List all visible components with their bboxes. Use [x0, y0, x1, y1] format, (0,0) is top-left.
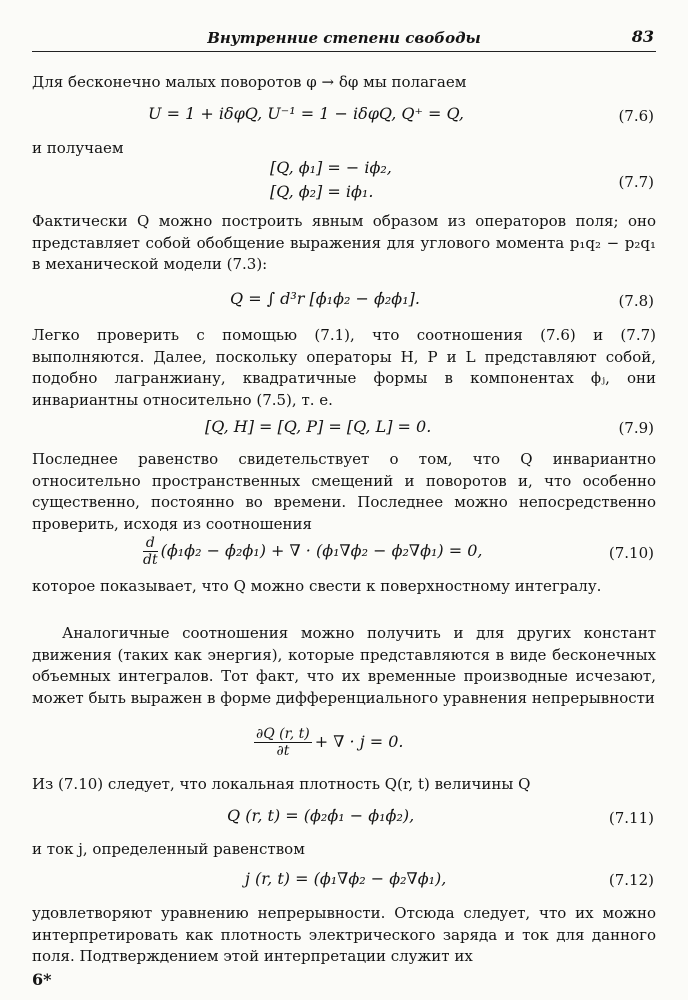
derivative-fraction — [143, 535, 158, 568]
equation-number-7-8: (7.8) — [618, 292, 654, 310]
paragraph-7: Аналогичные соотношения можно получить и для других констант движения (таких как энергия), которые представляются в виде бесконечных объемных интегралов. Тот факт, что их временные производные исчезают, может быть выражен в форме дифференциального уравнения непрерывности — [32, 624, 656, 707]
equation-7-11: Q (r, t) = (ϕ₂ϕ̇₁ − ϕ₁ϕ̇₂), — [227, 806, 415, 825]
continuity-fraction — [254, 726, 312, 759]
continuity-denominator: ∂t — [276, 743, 290, 759]
paragraph-8: Из (7.10) следует, что локальная плотность Q(r, t) величины Q — [32, 775, 531, 793]
equation-number-7-9: (7.9) — [618, 419, 654, 437]
equation-7-7-line-1: [Q, ϕ₁] = − iϕ₂, — [270, 158, 392, 177]
equation-continuity — [254, 726, 404, 759]
equation-7-6: U = 1 + iδφQ, U⁻¹ = 1 − iδφQ, Q⁺ = Q, — [148, 104, 464, 123]
equation-number-7-10: (7.10) — [608, 544, 654, 562]
paragraph-1: Для бесконечно малых поворотов φ → δφ мы полагаем — [32, 73, 467, 91]
paragraph-4: Легко проверить с помощью (7.1), что соотношения (7.6) и (7.7) выполняются. Далее, поскольку операторы H, P и L представляют собой, подобно лагранжиану, квадратичные формы в компонентах ϕⱼ, они инвариантны относительно (7.5), т. е. — [32, 326, 656, 409]
signature-mark: 6* — [32, 970, 52, 989]
running-title: Внутренние степени свободы — [207, 29, 481, 47]
equation-7-8: Q = ∫ d³r [ϕ̇₁ϕ₂ − ϕ̇₂ϕ₁]. — [230, 289, 420, 308]
equation-7-12: j (r, t) = (ϕ₁∇ϕ₂ − ϕ₂∇ϕ₁), — [245, 869, 447, 888]
equation-number-7-12: (7.12) — [608, 871, 654, 889]
equation-7-9: [Q, H] = [Q, P] = [Q, L] = 0. — [205, 417, 432, 436]
paragraph-9: и ток j, определенный равенством — [32, 840, 305, 858]
page-number: 83 — [631, 27, 654, 46]
fraction-denominator: dt — [143, 552, 158, 568]
equation-7-10-body: (ϕ̇₁ϕ₂ − ϕ̇₂ϕ₁) + ∇ · (ϕ₁∇ϕ₂ − ϕ₂∇ϕ₁) = 0, — [160, 541, 483, 560]
paragraph-5: Последнее равенство свидетельствует о том, что Q инвариантно относительно пространственных смещений и поворотов и, что особенно существенно, постоянно во времени. Последнее можно непосредственно проверить, исходя из соотношения — [32, 450, 656, 533]
equation-7-10 — [143, 535, 482, 568]
paragraph-10: удовлетворяют уравнению непрерывности. Отсюда следует, что их можно интерпретировать как плотность электрического заряда и ток для данного поля. Подтверждением этой интерпретации служит их — [32, 904, 656, 965]
equation-number-7-6: (7.6) — [618, 107, 654, 125]
paragraph-2: и получаем — [32, 139, 124, 157]
continuity-body: + ∇ · j = 0. — [314, 732, 404, 751]
paragraph-3: Фактически Q можно построить явным образом из операторов поля; оно представляет собой обобщение выражения для углового момента p₁q₂ − p₂q₁ в механической модели (7.3): — [32, 212, 656, 273]
paragraph-6: которое показывает, что Q можно свести к поверхностному интегралу. — [32, 577, 602, 595]
equation-number-7-11: (7.11) — [608, 809, 654, 827]
running-header — [32, 27, 656, 52]
continuity-numerator: ∂Q (r, t) — [256, 726, 310, 742]
equation-number-7-7: (7.7) — [618, 173, 654, 191]
equation-7-7-line-2: [Q, ϕ₂] = iϕ₁. — [270, 182, 374, 201]
fraction-numerator: d — [143, 535, 158, 552]
